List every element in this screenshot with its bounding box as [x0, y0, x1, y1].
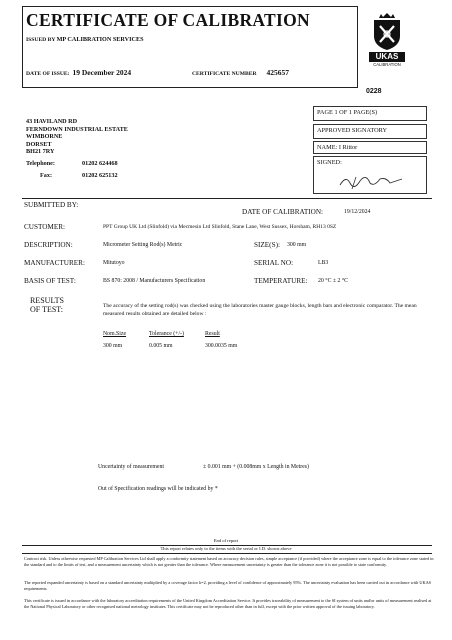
customer-label: CUSTOMER: — [24, 223, 66, 231]
ukas-name: UKAS — [375, 52, 399, 61]
issued-by-label: ISSUED BY — [26, 37, 56, 43]
page-count: PAGE 1 OF 1 PAGE(S) — [317, 109, 378, 116]
serial-value: LB3 — [318, 260, 329, 266]
results-label — [30, 296, 64, 314]
table-header: Nom.Size — [103, 331, 127, 337]
fax-value: 01202 625132 — [82, 172, 118, 179]
manufacturer-value: Mitutoyo — [103, 260, 125, 266]
certificate-number — [192, 68, 289, 77]
traceability-note: This report relates only to the items with the serial or I.D. shown above — [160, 546, 292, 551]
basis-of-test-value: BS 870: 2008 / Manufacturers Specification — [103, 278, 206, 284]
description-value: Micrometer Setting Rod(s) Metric — [103, 242, 183, 248]
ukas-number: 0228 — [366, 88, 382, 95]
footer-paragraph: This certificate is issued in accordance with the laboratory accreditation requirements of the United Kingdom Accreditation Service. It provides traceability of measurement to the SI system of units and/or units of measurement realised at the National Physical Laboratory or other recognised national metrology institutes. This certificate may not be reproduced other than in full, except with the prior written approval of the issuing laboratory. — [24, 598, 432, 609]
table-row — [103, 343, 237, 349]
results-label-line: RESULTS — [30, 296, 64, 305]
date-of-calibration-value: 19/12/2024 — [344, 209, 371, 215]
lab-address — [26, 118, 128, 156]
fax-label: Fax: — [40, 172, 53, 179]
date-of-issue-value: 19 December 2024 — [72, 68, 132, 77]
telephone-value: 01202 624468 — [82, 160, 118, 167]
date-of-issue-label: DATE OF ISSUE: — [26, 71, 70, 77]
telephone — [26, 160, 118, 167]
signature-icon — [336, 171, 406, 191]
address-line: FERNDOWN INDUSTRIAL ESTATE — [26, 125, 128, 133]
certificate-title: CERTIFICATE OF CALIBRATION — [26, 10, 310, 30]
table-header: Tolerance (+/-) — [149, 331, 184, 337]
issued-by-value: MP CALIBRATION SERVICES — [56, 36, 144, 43]
approved-signatory: APPROVED SIGNATORY — [317, 127, 388, 134]
description-label: DESCRIPTION: — [24, 241, 73, 249]
issued-by — [26, 36, 144, 43]
certificate-number-label: CERTIFICATE NUMBER — [192, 71, 257, 77]
uncertainty-label: Uncertainty of measurement — [98, 464, 164, 470]
date-of-issue — [26, 68, 131, 77]
address-line: BH21 7RY — [26, 148, 55, 156]
page-count-box — [313, 106, 427, 121]
temperature-value: 20 °C ± 2 °C — [318, 278, 349, 284]
ukas-sub: CALIBRATION — [373, 62, 401, 67]
footer-paragraph: The reported expanded uncertainty is based on a standard uncertainty multiplied by a coverage factor k=2, providing a level of confidence of approximately 95%. The uncertainty evaluation has been carried out in accordance with UKAS requirements. — [24, 580, 432, 591]
address-line: WIMBORNE — [26, 133, 63, 141]
results-label-line: OF TEST: — [30, 305, 64, 314]
size-value: 300 mm — [287, 242, 307, 248]
ukas-logo — [364, 12, 410, 68]
basis-of-test-label: BASIS OF TEST: — [24, 277, 76, 285]
table-header: Result — [205, 331, 220, 337]
size-label: SIZE(S): — [254, 241, 280, 249]
footer-paragraph: Contract risk. Unless otherwise requested MP Calibration Services Ltd shall apply a conformity statement based on accuracy decision rules, simple acceptance (if provided) where the acceptance zone is equal to the tolerance zone stated in the standard and to the limits of test, and a measurement uncertainty which is not greater than the tolerance. Where measurement uncertainty is greater than the tolerance zone it is not possible to state conformity. — [24, 556, 434, 567]
approved-signatory-box — [313, 124, 427, 139]
results-table — [103, 331, 237, 349]
table-cell: 0.005 mm — [149, 343, 173, 349]
address-line: 43 HAVILAND RD — [26, 118, 78, 125]
signatory-name-box — [313, 141, 427, 154]
table-header-row — [103, 331, 237, 337]
end-of-report: End of report — [213, 538, 239, 543]
table-cell: 300 mm — [103, 343, 123, 349]
out-of-spec-note: Out of Specification readings will be indicated by * — [98, 486, 218, 492]
signatory-name: NAME: I Rittor — [317, 144, 358, 151]
serial-label: SERIAL NO: — [254, 259, 294, 267]
manufacturer-label: MANUFACTURER: — [24, 259, 85, 267]
certificate-number-value: 425657 — [266, 68, 289, 77]
results-text: The accuracy of the setting rod(s) was checked using the laboratories master gauge blocks, length bars and electronic comparator. The mean measured results obtained are detailed below : — [103, 303, 417, 317]
divider — [22, 553, 432, 554]
temperature-label: TEMPERATURE: — [254, 277, 308, 285]
fax — [40, 172, 118, 179]
customer-value: PPT Group UK Ltd (Slinfold) via Mecmesin Ltd Slinfold, Stane Lane, West Sussex, Horsham, RH13 0SZ — [103, 224, 337, 230]
signed-label: SIGNED: — [317, 159, 342, 166]
uncertainty-value: ± 0.001 mm + (0.008mm x Length in Metres) — [203, 464, 309, 470]
date-of-calibration-label: DATE OF CALIBRATION: — [242, 208, 324, 216]
address-line: DORSET — [26, 140, 52, 148]
signature-box — [313, 156, 427, 194]
table-cell: 300.0035 mm — [205, 343, 238, 349]
telephone-label: Telephone: — [26, 160, 55, 167]
submitted-by-label: SUBMITTED BY: — [24, 201, 79, 209]
divider — [22, 198, 432, 199]
